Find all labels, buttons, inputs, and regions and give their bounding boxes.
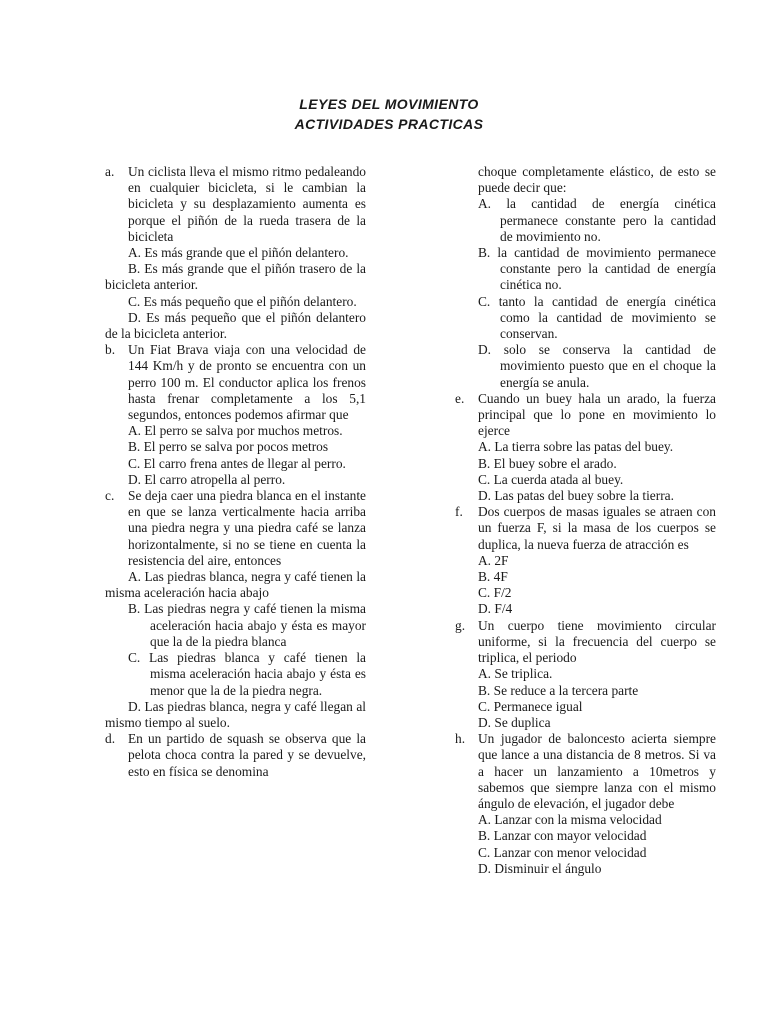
option-e-a: A. La tierra sobre las patas del buey. [478, 439, 674, 455]
option-f-b: B. 4F [478, 569, 508, 585]
question-stem: Se deja caer una piedra blanca en el instante en que se lanza verticalmente hacia arriba una piedra negra y una piedra café se lanza horizontalmente, si no se tiene en cuenta la resistencia del aire, entonces [128, 488, 366, 568]
option-h-a: A. Lanzar con la misma velocidad [478, 812, 662, 828]
question-stem: Un cuerpo tiene movimiento circular uniforme, si la frecuencia del cuerpo se triplica, el periodo [478, 617, 716, 666]
option-f-c: C. F/2 [478, 585, 512, 601]
option-g-b: B. Se reduce a la tercera parte [478, 682, 639, 698]
question-h [455, 731, 716, 812]
option-a-b: B. Es más grande que el piñón trasero de la bicicleta anterior. [105, 261, 366, 293]
question-a [105, 164, 366, 245]
option-h-c: C. Lanzar con menor velocidad [478, 844, 647, 860]
question-stem: Un ciclista lleva el mismo ritmo pedaleando en cualquier bicicleta, si le cambian la bicicleta y su desplazamiento aumenta es porque el piñón de la rueda trasera de la bicicleta [128, 164, 366, 244]
question-label: f. [455, 504, 463, 520]
option-e-b: B. El buey sobre el arado. [478, 455, 617, 471]
question-label: a. [105, 164, 115, 179]
option-f-d: D. F/4 [478, 601, 513, 617]
question-stem: Dos cuerpos de masas iguales se atraen con un fuerza F, si la masa de los cuerpos se duplica, la nueva fuerza de atracción es [478, 504, 716, 552]
question-stem: Cuando un buey hala un arado, la fuerza principal que lo pone en movimiento lo ejerce [478, 390, 716, 439]
option-h-b: B. Lanzar con mayor velocidad [478, 828, 647, 844]
left-column [105, 164, 366, 780]
question-f [455, 504, 716, 553]
option-c-c: C. Las piedras blanca y café tienen la misma aceleración hacia abajo y ésta es menor que la de la piedra negra. [128, 650, 366, 698]
option-c-a: A. Las piedras blanca, negra y café tienen la misma aceleración hacia abajo [105, 569, 366, 601]
option-b-c: C. El carro frena antes de llegar al perro. [128, 455, 346, 471]
question-g [455, 618, 716, 667]
option-g-c: C. Permanece igual [478, 698, 583, 714]
question-label: g. [455, 617, 466, 633]
option-g-a: A. Se triplica. [478, 666, 553, 682]
option-e-c: C. La cuerda atada al buey. [478, 471, 624, 487]
question-d [105, 731, 366, 780]
document-subtitle: ACTIVIDADES PRACTICAS [294, 116, 484, 132]
question-c [105, 488, 366, 569]
option-g-d: D. Se duplica [478, 714, 551, 730]
question-label: b. [105, 342, 116, 358]
question-label: h. [455, 731, 466, 747]
option-d-b: B. la cantidad de movimiento permanece constante pero la cantidad de energía cinética no. [478, 245, 716, 293]
question-stem: Un Fiat Brava viaja con una velocidad de 144 Km/h y de pronto se encuentra con un perro 100 m. El conductor aplica los frenos hasta frenar completamente a los 5,1 segundos, entonces podemos afirmar que [128, 342, 366, 423]
question-label: d. [105, 731, 116, 747]
question-e [455, 391, 716, 440]
option-c-b: B. Las piedras negra y café tienen la misma aceleración hacia abajo y ésta es mayor que la de la piedra blanca [128, 601, 366, 649]
option-a-d: D. Es más pequeño que el piñón delantero de la bicicleta anterior. [105, 309, 366, 342]
option-b-a: A. El perro se salva por muchos metros. [128, 423, 343, 439]
option-c-d: D. Las piedras blanca, negra y café llegan al mismo tiempo al suelo. [105, 698, 366, 730]
question-label: e. [455, 390, 465, 406]
question-label: c. [105, 488, 115, 504]
question-stem: En un partido de squash se observa que la pelota choca contra la pared y se devuelve, esto en física se denomina [128, 731, 366, 779]
option-f-a: A. 2F [478, 552, 509, 568]
question-d-stem-continued: choque completamente elástico, de esto se puede decir que: [478, 164, 716, 196]
option-d-a: A. la cantidad de energía cinética permanece constante pero la cantidad de movimiento no. [478, 196, 716, 244]
option-e-d: D. Las patas del buey sobre la tierra. [478, 488, 674, 504]
question-stem: Un jugador de baloncesto acierta siempre que lance a una distancia de 8 metros. Si va a hacer un lanzamiento a 10metros y sabemos que siempre lanza con el mismo ángulo de elevación, el jugador debe [478, 731, 716, 811]
option-d-d: D. solo se conserva la cantidad de movimiento puesto que en el choque la energía se anula. [478, 342, 716, 390]
option-h-d: D. Disminuir el ángulo [478, 860, 602, 876]
option-b-d: D. El carro atropella al perro. [128, 471, 286, 487]
right-column [455, 164, 716, 877]
option-d-c: C. tanto la cantidad de energía cinética como la cantidad de movimiento se conservan. [478, 293, 716, 342]
option-a-c: C. Es más pequeño que el piñón delantero. [128, 293, 357, 309]
question-b [105, 342, 366, 423]
document-title: LEYES DEL MOVIMIENTO [299, 96, 479, 112]
option-b-b: B. El perro se salva por pocos metros [128, 439, 329, 455]
option-a-a: A. Es más grande que el piñón delantero. [128, 245, 349, 261]
